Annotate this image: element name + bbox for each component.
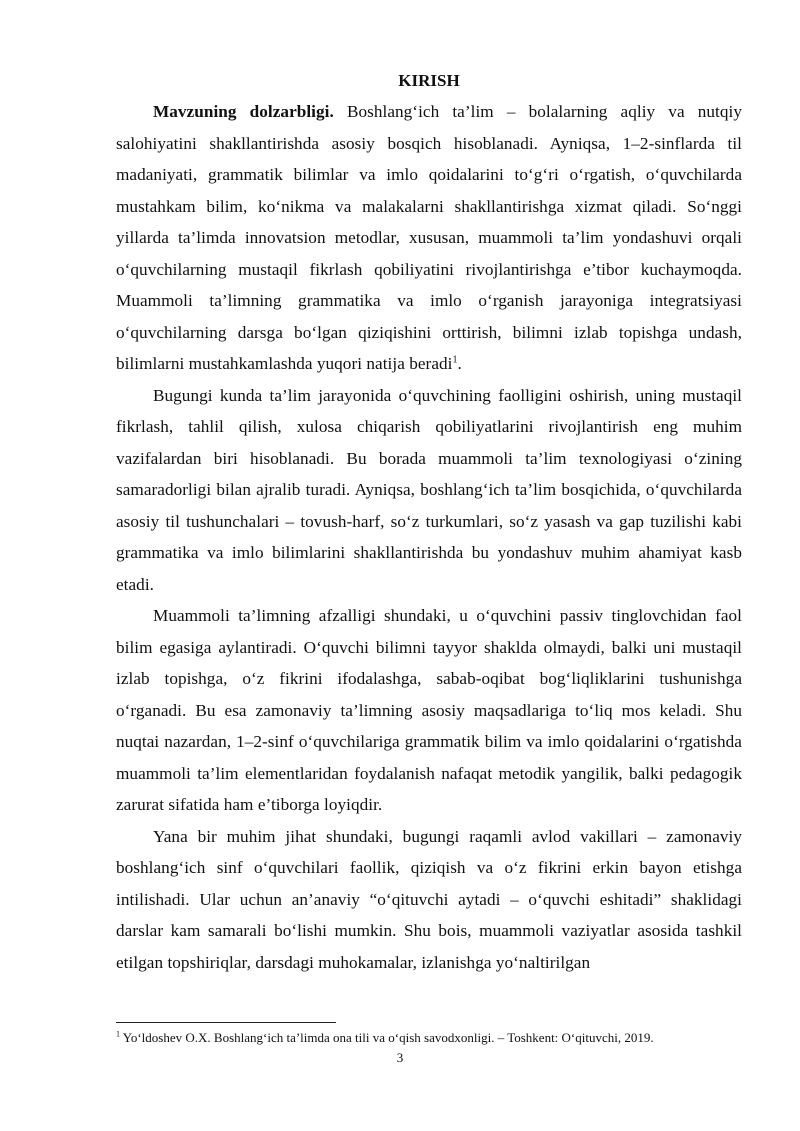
paragraph-3: Muammoli ta’limning afzalligi shundaki, u o‘quvchini passiv tinglovchidan faol bilim egasiga aylantiradi. O‘quvchi bilimni tayyor shaklda olmaydi, balki uni mustaqil izlab topishga, o‘z fikrini ifodalashga, sabab-oqibat bog‘liqliklarini tushunishga o‘rganadi. Bu esa zamonaviy ta’limning asosiy maqsadlariga to‘liq mos keladi. Shu nuqtai nazardan, 1–2-sinf o‘quvchilariga grammatik bilim va imlo qoidalarini o‘rgatishda muammoli ta’lim elementlaridan foydalanish nafaqat metodik yangilik, balki pedagogik zarurat sifatida ham e’tiborga loyiqdir. <box>116 606 742 814</box>
page-number: 3 <box>396 1050 404 1065</box>
paragraph-1 <box>116 96 742 380</box>
footnote-text: Yo‘ldoshev O.X. Boshlang‘ich ta’limda ona tili va o‘qish savodxonligi. – Toshkent: O‘qituvchi, 2019. <box>120 1030 654 1045</box>
page-title: KIRISH <box>398 71 460 90</box>
paragraph-tail: . <box>457 354 462 373</box>
footnote-separator <box>116 1022 336 1023</box>
paragraph-lead: Mavzuning dolzarbligi. <box>153 102 334 121</box>
document-page <box>116 70 742 978</box>
footnote-reference[interactable]: 1 <box>452 354 458 366</box>
footnote-mark: 1 <box>116 1029 120 1039</box>
paragraph-text: Boshlang‘ich ta’lim – bolalarning aqliy va nutqiy salohiyatini shakllantirishda asosiy bosqich hisoblanadi. Ayniqsa, 1–2-sinflarda til madaniyati, grammatik bilimlar va imlo qoidalarini to‘g‘ri o‘rgatish, o‘quvchilarda mustahkam bilim, ko‘nikma va malakalarni shakllantirishga xizmat qiladi. So‘nggi yillarda ta’limda innovatsion metodlar, xususan, muammoli ta’lim yondashuvi orqali o‘quvchilarning mustaqil fikrlash qobiliyatini rivojlantirishga e’tibor kuchaymoqda. Muammoli ta’limning grammatika va imlo o‘rganish jarayoniga integratsiyasi o‘quvchilarning darsga bo‘lgan qiziqishini orttirish, bilimni izlab topishga undash, bilimlarni mustahkamlashda yuqori natija beradi <box>116 102 742 373</box>
paragraph-2: Bugungi kunda ta’lim jarayonida o‘quvchining faolligini oshirish, uning mustaqil fikrlash, tahlil qilish, xulosa chiqarish qobiliyatlarini rivojlantirish eng muhim vazifalardan biri hisoblanadi. Bu borada muammoli ta’lim texnologiyasi o‘zining samaradorligi bilan ajralib turadi. Ayniqsa, boshlang‘ich ta’lim bosqichida, o‘quvchilarda asosiy til tushunchalari – tovush-harf, so‘z turkumlari, so‘z yasash va gap tuzilishi kabi grammatika va imlo bilimlarini shakllantirishda bu yondashuv muhim ahamiyat kasb etadi. <box>116 385 742 594</box>
footnote <box>116 1030 742 1046</box>
paragraph-4: Yana bir muhim jihat shundaki, bugungi raqamli avlod vakillari – zamonaviy boshlang‘ich sinf o‘quvchilari faollik, qiziqish va o‘z fikrini erkin bayon etishga intilishadi. Ular uchun an’anaviy “o‘qituvchi aytadi – o‘quvchi eshitadi” shaklidagi darslar kam samarali bo‘lishi mumkin. Shu bois, muammoli vaziyatlar asosida tashkil etilgan topshiriqlar, darsdagi muhokamalar, izlanishga yo‘naltirilgan <box>116 826 742 972</box>
